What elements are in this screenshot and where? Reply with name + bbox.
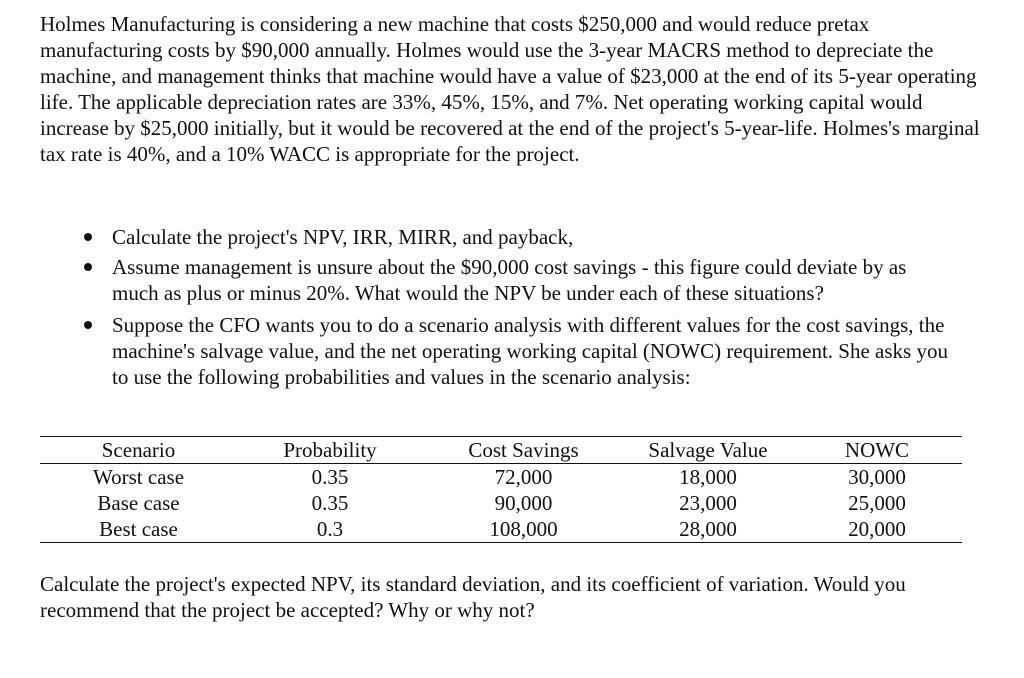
cell-nowc: 30,000: [848, 465, 906, 489]
header-salvage-value: Salvage Value: [624, 437, 792, 464]
header-cost-savings: Cost Savings: [423, 437, 624, 464]
cell-cost-savings: 72,000: [494, 465, 553, 489]
header-probability: Probability: [237, 437, 423, 464]
table-row: [40, 490, 962, 516]
scenario-table: [40, 436, 962, 543]
list-item: [0, 312, 958, 390]
cell-nowc: 20,000: [848, 517, 906, 541]
header-scenario: Scenario: [40, 437, 237, 464]
list-item: [0, 224, 958, 250]
cell-salvage-value: 28,000: [679, 517, 737, 541]
cell-probability: 0.3: [316, 517, 344, 541]
cell-nowc: 25,000: [848, 491, 906, 515]
cell-probability: 0.35: [311, 465, 349, 489]
cell-salvage-value: 18,000: [679, 465, 737, 489]
bullet-list: [0, 224, 1000, 390]
table-header-row: [40, 437, 962, 464]
cell-salvage-value: 23,000: [679, 491, 737, 515]
header-nowc: NOWC: [792, 437, 962, 464]
table-row: [40, 464, 962, 491]
bullet-icon: [84, 321, 92, 329]
bullet-text: Calculate the project's NPV, IRR, MIRR, and payback,: [112, 225, 574, 249]
bullet-text: Suppose the CFO wants you to do a scenario analysis with different values for the cost savings, the machine's salvage value, and the net operating working capital (NOWC) requirement. She asks you to use the following probabilities and values in the scenario analysis:: [112, 313, 948, 389]
table-row: [40, 516, 962, 543]
bullet-text: Assume management is unsure about the $90,000 cost savings - this figure could deviate by as much as plus or minus 20%. What would the NPV be under each of these situations?: [112, 255, 907, 305]
bullet-icon: [84, 263, 92, 271]
bullet-icon: [84, 233, 92, 241]
list-item: [0, 254, 958, 306]
cell-cost-savings: 108,000: [489, 517, 558, 541]
cell-scenario: Best case: [99, 517, 178, 541]
cell-scenario: Worst case: [92, 465, 185, 489]
cell-scenario: Base case: [97, 491, 180, 515]
closing-paragraph: Calculate the project's expected NPV, its standard deviation, and its coefficient of variation. Would you recommend that the project be accepted? Why or why not?: [40, 572, 906, 622]
cell-cost-savings: 90,000: [494, 491, 553, 515]
intro-paragraph: Holmes Manufacturing is considering a new machine that costs $250,000 and would reduce pretax manufacturing costs by $90,000 annually. Holmes would use the 3-year MACRS method to depreciate the machine, and management thinks that machine would have a value of $23,000 at the end of its 5-year operating life. The applicable depreciation rates are 33%, 45%, 15%, and 7%. Net operating working capital would increase by $25,000 initially, but it would be recovered at the end of the project's 5-year-life. Holmes's marginal tax rate is 40%, and a 10% WACC is appropriate for the project.: [40, 12, 980, 166]
cell-probability: 0.35: [311, 491, 349, 515]
